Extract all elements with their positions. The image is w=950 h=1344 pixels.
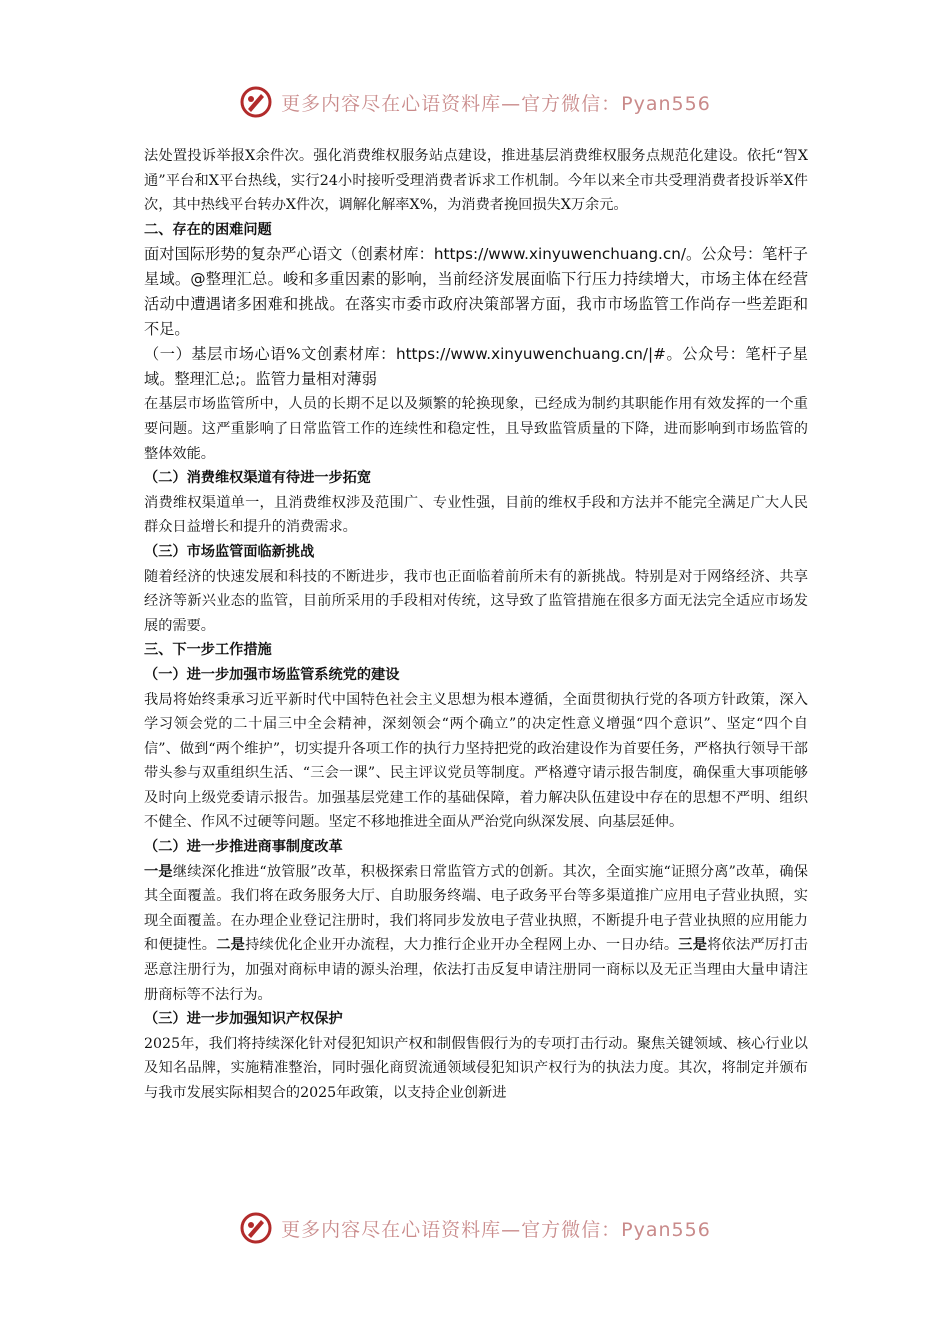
- document-body: [144, 144, 808, 1106]
- paragraph-text: 持续优化企业开办流程，大力推行企业开办全程网上办、一日办结。: [245, 937, 679, 954]
- paragraph-text: 继续深化推进“放管服”改革，积极探索日常监管方式的创新。其次，全面实施“证照分离”改革，确保其全面覆盖。我们将在政务服务大厅、自助服务终端、电子政务平台等多渠道推广应用电子营业执照，实现全面覆盖。在办理企业登记注册时，我们将同步发放电子营业执照，不断提升电子营业执照的应用能力和便捷性。: [144, 863, 808, 954]
- paragraph: 在基层市场监管所中，人员的长期不足以及频繁的轮换现象，已经成为制约其职能作用有效发挥的一个重要问题。这严重影响了日常监管工作的连续性和稳定性，且导致监管质量的下降，进而影响到市场监管的整体效能。: [144, 396, 808, 462]
- subsection-heading: （三）进一步加强知识产权保护: [144, 1011, 343, 1028]
- emphasis: 三是: [678, 937, 708, 954]
- paragraph: 消费维权渠道单一，且消费维权涉及范围广、专业性强，目前的维权手段和方法并不能完全满足广大人民群众日益增长和提升的消费需求。: [144, 494, 808, 536]
- logo-icon: [239, 1211, 273, 1245]
- paragraph: 我局将始终秉承习近平新时代中国特色社会主义思想为根本遵循，全面贯彻执行党的各项方针政策，深入学习领会党的二十届三中全会精神，深刻领会“两个确立”的决定性意义增强“四个意识”、坚定“四个自信”、做到“两个维护”，切实提升各项工作的执行力坚持把党的政治建设作为首要任务，严格执行领导干部带头参与双重组织生活、“三会一课”、民主评议党员等制度。严格遵守请示报告制度，确保重大事项能够及时向上级党委请示报告。加强基层党建工作的基础保障，着力解决队伍建设中存在的思想不严明、组织不健全、作风不过硬等问题。坚定不移地推进全面从严治党向纵深发展、向基层延伸。: [144, 691, 808, 831]
- footer-banner: [0, 1208, 950, 1248]
- section-heading: 二、存在的困难问题: [144, 221, 272, 238]
- subsection-heading: （三）市场监管面临新挑战: [144, 543, 315, 560]
- header-banner: [0, 82, 950, 122]
- paragraph: [144, 860, 808, 1008]
- paragraph: 面对国际形势的复杂严心语文（创素材库：https://www.xinyuwenchuang.cn/。公众号：笔杆子星域。@整理汇总。峻和多重因素的影响，当前经济发展面临下行压力持续增大，市场主体在经营活动中遭遇诸多困难和挑战。在落实市委市政府决策部署方面，我市市场监管工作尚存一些差距和不足。: [144, 245, 808, 339]
- paragraph-text: 将依法严厉打击恶意注册行为，加强对商标申请的源头治理，依法打击反复申请注册同一商标以及无正当理由大量申请注册商标等不法行为。: [144, 937, 808, 1003]
- subsection-heading: （一）基层市场心语%文创素材库：https://www.xinyuwenchuang.cn/|#。公众号：笔杆子星域。整理汇总;。监管力量相对薄弱: [144, 345, 808, 389]
- banner-text: 更多内容尽在心语资料库—官方微信：Pyan556: [281, 92, 711, 115]
- subsection-heading: （一）进一步加强市场监管系统党的建设: [144, 666, 400, 683]
- banner-text: 更多内容尽在心语资料库—官方微信：Pyan556: [281, 1218, 711, 1241]
- paragraph: 2025年，我们将持续深化针对侵犯知识产权和制假售假行为的专项打击行动。聚焦关键领域、核心行业以及知名品牌，实施精准整治，同时强化商贸流通领域侵犯知识产权行为的执法力度。其次，将制定并颁布与我市发展实际相契合的2025年政策，以支持企业创新进: [144, 1035, 808, 1101]
- paragraph: 随着经济的快速发展和科技的不断进步，我市也正面临着前所未有的新挑战。特别是对于网络经济、共享经济等新兴业态的监管，目前所采用的手段相对传统，这导致了监管措施在很多方面无法完全适应市场发展的需要。: [144, 568, 808, 634]
- emphasis: 二是: [216, 937, 246, 954]
- emphasis: 一是: [144, 863, 173, 880]
- paragraph: 法处置投诉举报X余件次。强化消费维权服务站点建设，推进基层消费维权服务点规范化建设。依托“智X通”平台和X平台热线，实行24小时接听受理消费者诉求工作机制。今年以来全市共受理消费者投诉举X件次，其中热线平台转办X件次，调解化解率X%，为消费者挽回损失X万余元。: [144, 148, 808, 214]
- subsection-heading: （二）进一步推进商事制度改革: [144, 839, 343, 856]
- subsection-heading: （二）消费维权渠道有待进一步拓宽: [144, 470, 372, 487]
- section-heading: 三、下一步工作措施: [144, 642, 272, 659]
- logo-icon: [239, 85, 273, 119]
